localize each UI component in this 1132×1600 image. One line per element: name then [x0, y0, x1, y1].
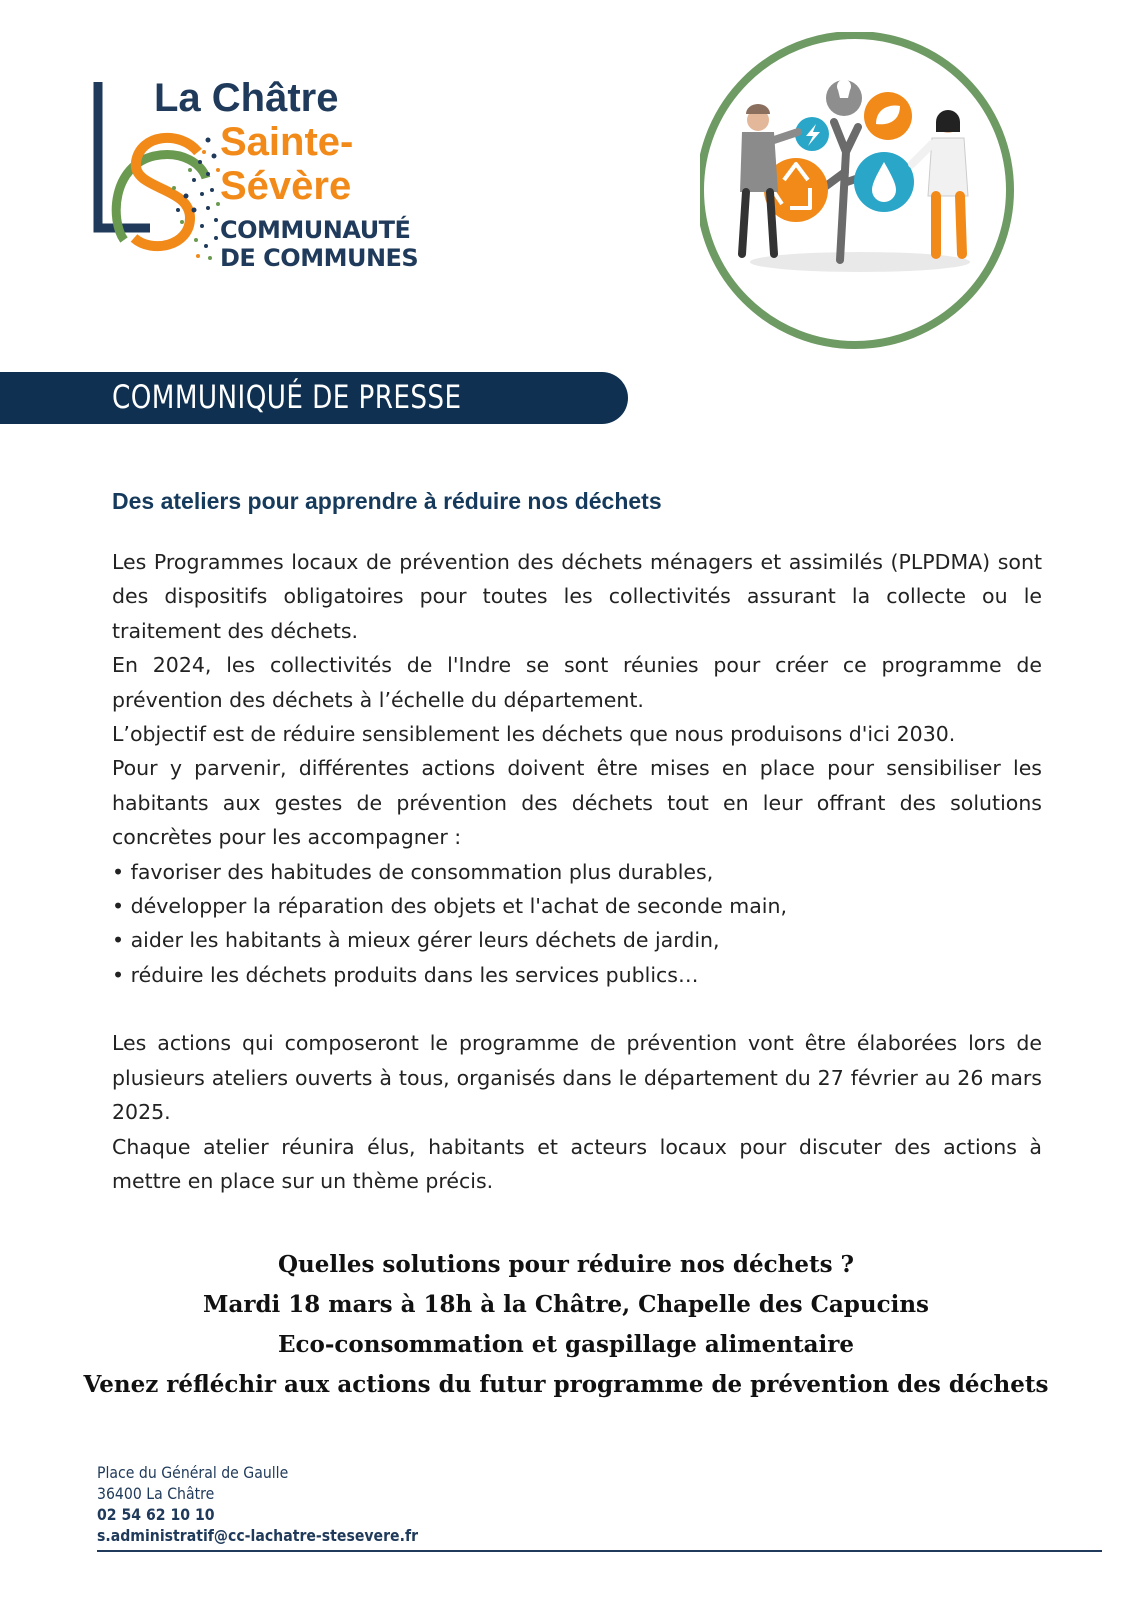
press-release-banner	[0, 372, 628, 424]
contact-footer	[97, 1462, 418, 1546]
water-drop-icon	[854, 152, 914, 212]
leaf-icon	[864, 92, 912, 140]
organization-logo	[90, 70, 419, 272]
paragraph-actions: Pour y parvenir, différentes actions doivent être mises en place pour sensibiliser les habitants aux gestes de prévention des déchets tout en leur offrant des solutions concrètes pour les accompagner :	[112, 756, 1042, 850]
footer-address-line2: 36400 La Châtre	[97, 1484, 215, 1503]
article-heading: Des ateliers pour apprendre à réduire nos déchets	[112, 488, 662, 514]
banner-title: COMMUNIQUÉ DE PRESSE	[112, 378, 462, 416]
logo-name-line1: La Châtre	[154, 76, 339, 120]
event-theme: Eco-consommation et gaspillage alimentaire	[278, 1331, 854, 1358]
list-item: • réduire les déchets produits dans les services publics…	[112, 962, 699, 987]
article-body	[112, 545, 1042, 1198]
logo-name-line3: Sévère	[220, 164, 352, 208]
paragraph-2024: En 2024, les collectivités de l'Indre se sont réunies pour créer ce programme de prévention des déchets à l’échelle du département.	[112, 653, 1042, 712]
event-announcement	[0, 1245, 1132, 1405]
footer-address-line1: Place du Général de Gaulle	[97, 1463, 289, 1482]
footer-phone: 02 54 62 10 10	[97, 1505, 215, 1524]
logo-subtitle-line1: COMMUNAUTÉ	[220, 216, 411, 244]
list-item: • développer la réparation des objets et l'achat de seconde main,	[112, 894, 787, 919]
event-date-location: Mardi 18 mars à 18h à la Châtre, Chapelle des Capucins	[202, 1291, 930, 1318]
logo-subtitle-line2: DE COMMUNES	[220, 244, 419, 272]
list-item: • favoriser des habitudes de consommation plus durables,	[112, 859, 714, 884]
list-item: • aider les habitants à mieux gérer leurs déchets de jardin,	[112, 928, 720, 953]
paragraph-objective: L’objectif est de réduire sensiblement les déchets que nous produisons d'ici 2030.	[112, 722, 956, 747]
logo-name-line2: Sainte-	[220, 120, 354, 164]
event-call-to-action: Venez réfléchir aux actions du futur programme de prévention des déchets	[83, 1371, 1049, 1398]
event-question: Quelles solutions pour réduire nos déchets ?	[277, 1251, 855, 1278]
paragraph-intro: Les Programmes locaux de prévention des déchets ménagers et assimilés (PLPDMA) sont des dispositifs obligatoires pour toutes les collectivités assurant la collecte ou le traitement des déchets.	[112, 550, 1042, 643]
footer-email: s.administratif@cc-lachatre-stesevere.fr	[97, 1526, 419, 1545]
eco-illustration	[700, 32, 1030, 362]
footer-divider	[97, 1550, 1102, 1552]
paragraph-workshops: Les actions qui composeront le programme de prévention vont être élaborées lors de plusieurs ateliers ouverts à tous, organisés dans le département du 27 février au 26 mars 2025.	[112, 1031, 1042, 1125]
paragraph-participants: Chaque atelier réunira élus, habitants et acteurs locaux pour discuter des actions à mettre en place sur un thème précis.	[112, 1134, 1042, 1193]
